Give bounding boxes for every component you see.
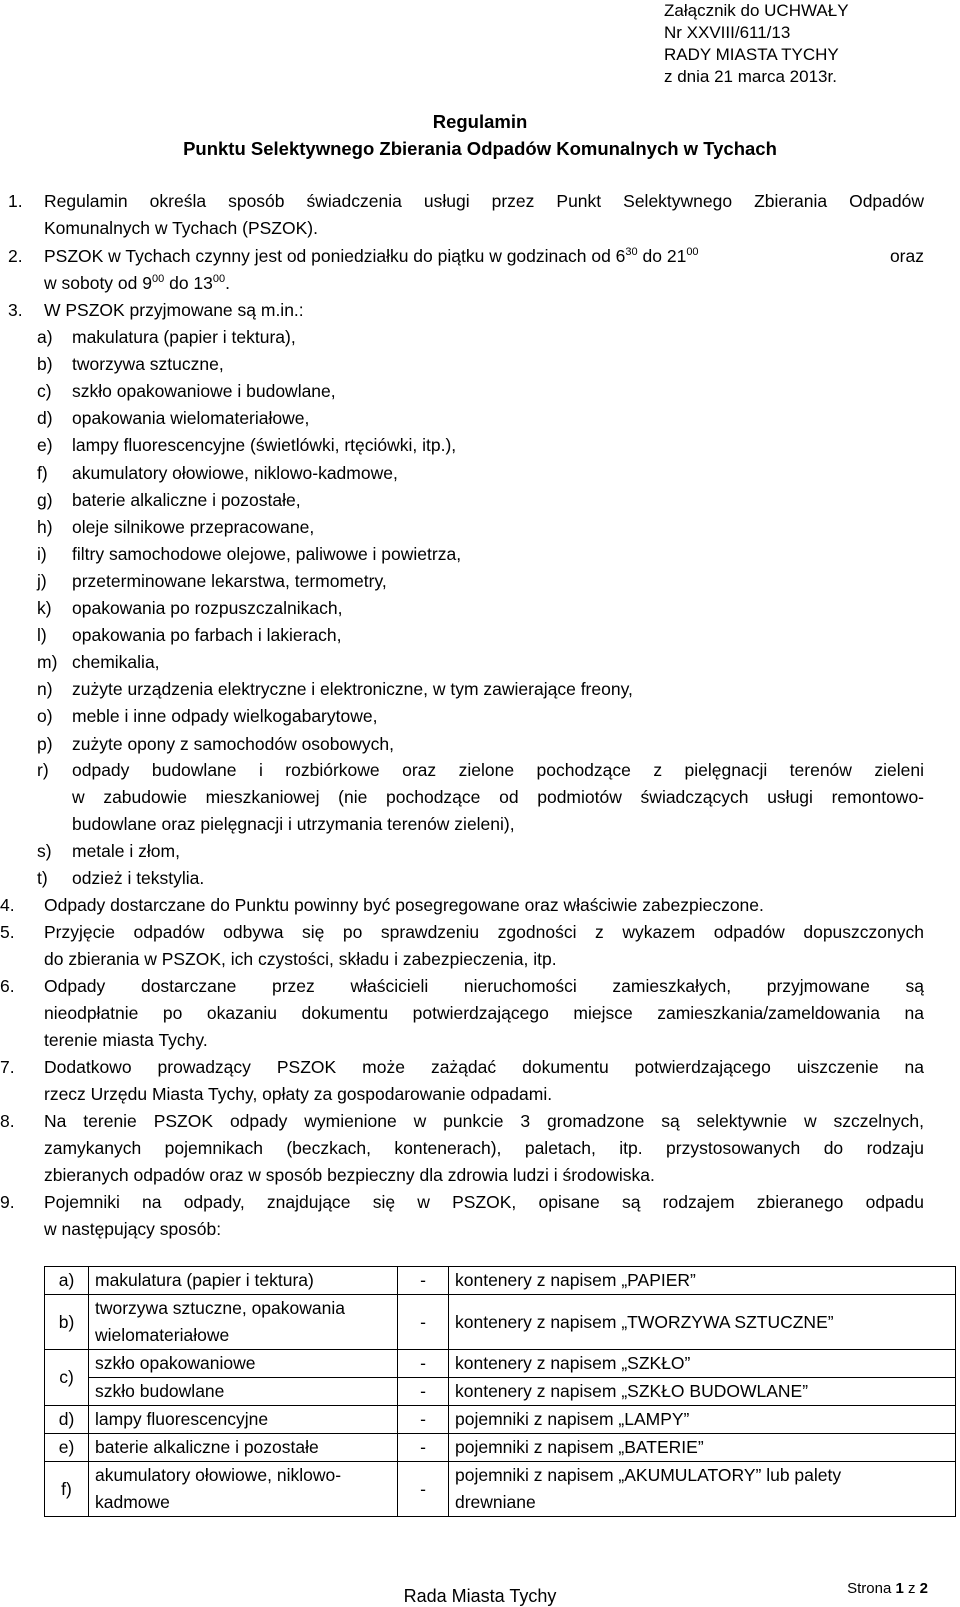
list-item-letter: g): [37, 490, 53, 510]
list-item-letter: d): [37, 408, 53, 428]
list-item-letter: i): [37, 544, 47, 564]
table-cell-dash: -: [398, 1434, 449, 1462]
containers-table: [44, 1266, 956, 1517]
point-8-line-2: zamykanych pojemnikach (beczkach, kontenerach), paletach, itp. przystosowanych do rodzaju: [44, 1138, 924, 1158]
point-1-line-2: Komunalnych w Tychach (PSZOK).: [44, 218, 318, 238]
table-cell-letter: c): [45, 1350, 89, 1406]
point-5-line-2: do zbierania w PSZOK, ich czystości, składu i zabezpieczenia, itp.: [44, 949, 557, 969]
point-9-line-2: w następujący sposób:: [44, 1219, 222, 1239]
list-item-r-line-1: odpady budowlane i rozbiórkowe oraz zielone pochodzące z pielęgnacji terenów zieleni: [72, 760, 924, 780]
list-item-letter: r): [37, 760, 49, 780]
document-title: Regulamin: [432, 111, 528, 132]
list-item: zużyte urządzenia elektryczne i elektroniczne, w tym zawierające freony,: [72, 679, 633, 699]
list-item-letter: b): [37, 354, 53, 374]
table-cell-letter: f): [45, 1462, 89, 1517]
table-cell-waste: makulatura (papier i tektura): [89, 1267, 398, 1295]
table-cell-container: kontenery z napisem „SZKŁO BUDOWLANE”: [449, 1378, 956, 1406]
table-row: [45, 1267, 956, 1295]
list-item: akumulatory ołowiowe, niklowo-kadmowe,: [72, 463, 398, 483]
attachment-header: [664, 0, 849, 88]
list-item-letter: h): [37, 517, 53, 537]
table-row: [45, 1434, 956, 1462]
attachment-line-2: Nr XXVIII/611/13: [664, 23, 791, 42]
table-cell-waste: szkło budowlane: [89, 1378, 398, 1406]
list-item: opakowania po rozpuszczalnikach,: [72, 598, 343, 618]
list-item-letter: m): [37, 652, 58, 672]
table-cell-container: pojemniki z napisem „AKUMULATORY” lub palety drewniane: [449, 1462, 956, 1517]
table-cell-waste: lampy fluorescencyjne: [89, 1406, 398, 1434]
page-number: Strona 1 z 2: [847, 1580, 928, 1597]
point-1-line-1: Regulamin określa sposób świadczenia usługi przez Punkt Selektywnego Zbierania Odpadów: [44, 191, 924, 211]
table-cell-waste: szkło opakowaniowe: [89, 1350, 398, 1378]
point-8-line-1: Na terenie PSZOK odpady wymienione w punkcie 3 gromadzone są selektywnie w szczelnych,: [44, 1111, 924, 1131]
point-2-number: 2.: [8, 246, 23, 266]
table-cell-letter: e): [45, 1434, 89, 1462]
table-cell-container: kontenery z napisem „SZKŁO”: [449, 1350, 956, 1378]
point-8-line-3: zbieranych odpadów oraz w sposób bezpieczny dla zdrowia ludzi i środowiska.: [44, 1165, 655, 1185]
point-7-line-2: rzecz Urzędu Miasta Tychy, opłaty za gospodarowanie odpadami.: [44, 1084, 553, 1104]
list-item-letter: n): [37, 679, 53, 699]
list-item: filtry samochodowe olejowe, paliwowe i powietrza,: [72, 544, 462, 564]
table-cell-waste: tworzywa sztuczne, opakowania wielomateriałowe: [89, 1295, 398, 1350]
table-cell-container: kontenery z napisem „TWORZYWA SZTUCZNE”: [449, 1295, 956, 1350]
list-item-letter: k): [37, 598, 52, 618]
list-item-letter: a): [37, 327, 53, 347]
table-cell-dash: -: [398, 1462, 449, 1517]
table-cell-dash: -: [398, 1406, 449, 1434]
list-item: makulatura (papier i tektura),: [72, 327, 296, 347]
list-item: opakowania wielomateriałowe,: [72, 408, 310, 428]
point-5-number: 5.: [0, 922, 15, 942]
list-item-r-line-3: budowlane oraz pielęgnacji i utrzymania terenów zieleni),: [72, 814, 515, 834]
table-cell-container: pojemniki z napisem „BATERIE”: [449, 1434, 956, 1462]
table-cell-waste: baterie alkaliczne i pozostałe: [89, 1434, 398, 1462]
list-item-letter: f): [37, 463, 48, 483]
list-item: metale i złom,: [72, 841, 180, 861]
table-cell-container: kontenery z napisem „PAPIER”: [449, 1267, 956, 1295]
table-row: [45, 1350, 956, 1378]
table-row: [45, 1295, 956, 1350]
list-item-letter: j): [37, 571, 47, 591]
table-cell-dash: -: [398, 1295, 449, 1350]
list-item: zużyte opony z samochodów osobowych,: [72, 734, 394, 754]
list-item: tworzywa sztuczne,: [72, 354, 224, 374]
point-9-line-1: Pojemniki na odpady, znajdujące się w PSZOK, opisane są rodzajem zbieranego odpadu: [44, 1192, 924, 1212]
list-item: oleje silnikowe przepracowane,: [72, 517, 315, 537]
table-cell-dash: -: [398, 1350, 449, 1378]
point-2-oraz: oraz: [889, 246, 924, 266]
table-row: [45, 1462, 956, 1517]
table-cell-letter: d): [45, 1406, 89, 1434]
footer-council-name: Rada Miasta Tychy: [403, 1586, 557, 1606]
document-subtitle: Punktu Selektywnego Zbierania Odpadów Komunalnych w Tychach: [183, 138, 777, 159]
list-item: baterie alkaliczne i pozostałe,: [72, 490, 301, 510]
table-cell-container: pojemniki z napisem „LAMPY”: [449, 1406, 956, 1434]
list-item-r-line-2: w zabudowie mieszkaniowej (nie pochodzące od podmiotów świadczących usługi remontowo-: [72, 787, 924, 807]
point-4-number: 4.: [0, 895, 15, 915]
point-6-line-2: nieodpłatnie po okazaniu dokumentu potwierdzającego miejsce zamieszkania/zameldowania na: [44, 1003, 924, 1023]
point-2-line-2: w soboty od $9^{00}$ do $13^{00}$.: [44, 273, 231, 293]
list-item-letter: o): [37, 706, 53, 726]
table-cell-dash: -: [398, 1378, 449, 1406]
list-item: odzież i tekstylia.: [72, 868, 205, 888]
table-cell-waste: akumulatory ołowiowe, niklowo- kadmowe: [89, 1462, 398, 1517]
point-7-number: 7.: [0, 1057, 15, 1077]
list-item: chemikalia,: [72, 652, 160, 672]
point-5-line-1: Przyjęcie odpadów odbywa się po sprawdzeniu zgodności z wykazem odpadów dopuszczonych: [44, 922, 924, 942]
table-cell-letter: b): [45, 1295, 89, 1350]
point-6-line-3: terenie miasta Tychy.: [44, 1030, 208, 1050]
table-cell-letter: a): [45, 1267, 89, 1295]
list-item: meble i inne odpady wielkogabarytowe,: [72, 706, 378, 726]
list-item: opakowania po farbach i lakierach,: [72, 625, 342, 645]
table-row: [45, 1378, 956, 1406]
list-item-letter: c): [37, 381, 52, 401]
attachment-line-4: z dnia 21 marca 2013r.: [664, 67, 837, 86]
list-item: przeterminowane lekarstwa, termometry,: [72, 571, 387, 591]
list-item-letter: p): [37, 734, 53, 754]
attachment-line-1: Załącznik do UCHWAŁY: [664, 1, 849, 20]
point-8-number: 8.: [0, 1111, 15, 1131]
point-7-line-1: Dodatkowo prowadzący PSZOK może zażądać dokumentu potwierdzającego uiszczenie na: [44, 1057, 924, 1077]
point-2-line-1: [44, 246, 924, 267]
point-6-number: 6.: [0, 976, 15, 996]
point-3-text: W PSZOK przyjmowane są m.in.:: [44, 300, 304, 320]
table-row: [45, 1406, 956, 1434]
list-item-letter: s): [37, 841, 52, 861]
point-6-line-1: Odpady dostarczane przez właścicieli nieruchomości zamieszkałych, przyjmowane są: [44, 976, 924, 996]
point-3-number: 3.: [8, 300, 23, 320]
list-item-letter: e): [37, 435, 53, 455]
list-item: lampy fluorescencyjne (świetlówki, rtęciówki, itp.),: [72, 435, 457, 455]
point-1-number: 1.: [8, 191, 23, 211]
list-item-letter: l): [37, 625, 47, 645]
list-item: szkło opakowaniowe i budowlane,: [72, 381, 336, 401]
point-2-text: PSZOK w Tychach czynny jest od poniedziałku do piątku w godzinach od $6^{30}$ do $21^{00}$: [44, 246, 699, 266]
attachment-line-3: RADY MIASTA TYCHY: [664, 45, 839, 64]
list-item-letter: t): [37, 868, 48, 888]
table-cell-dash: -: [398, 1267, 449, 1295]
point-4-line-1: Odpady dostarczane do Punktu powinny być posegregowane oraz właściwie zabezpieczone.: [44, 895, 764, 915]
point-9-number: 9.: [0, 1192, 15, 1212]
